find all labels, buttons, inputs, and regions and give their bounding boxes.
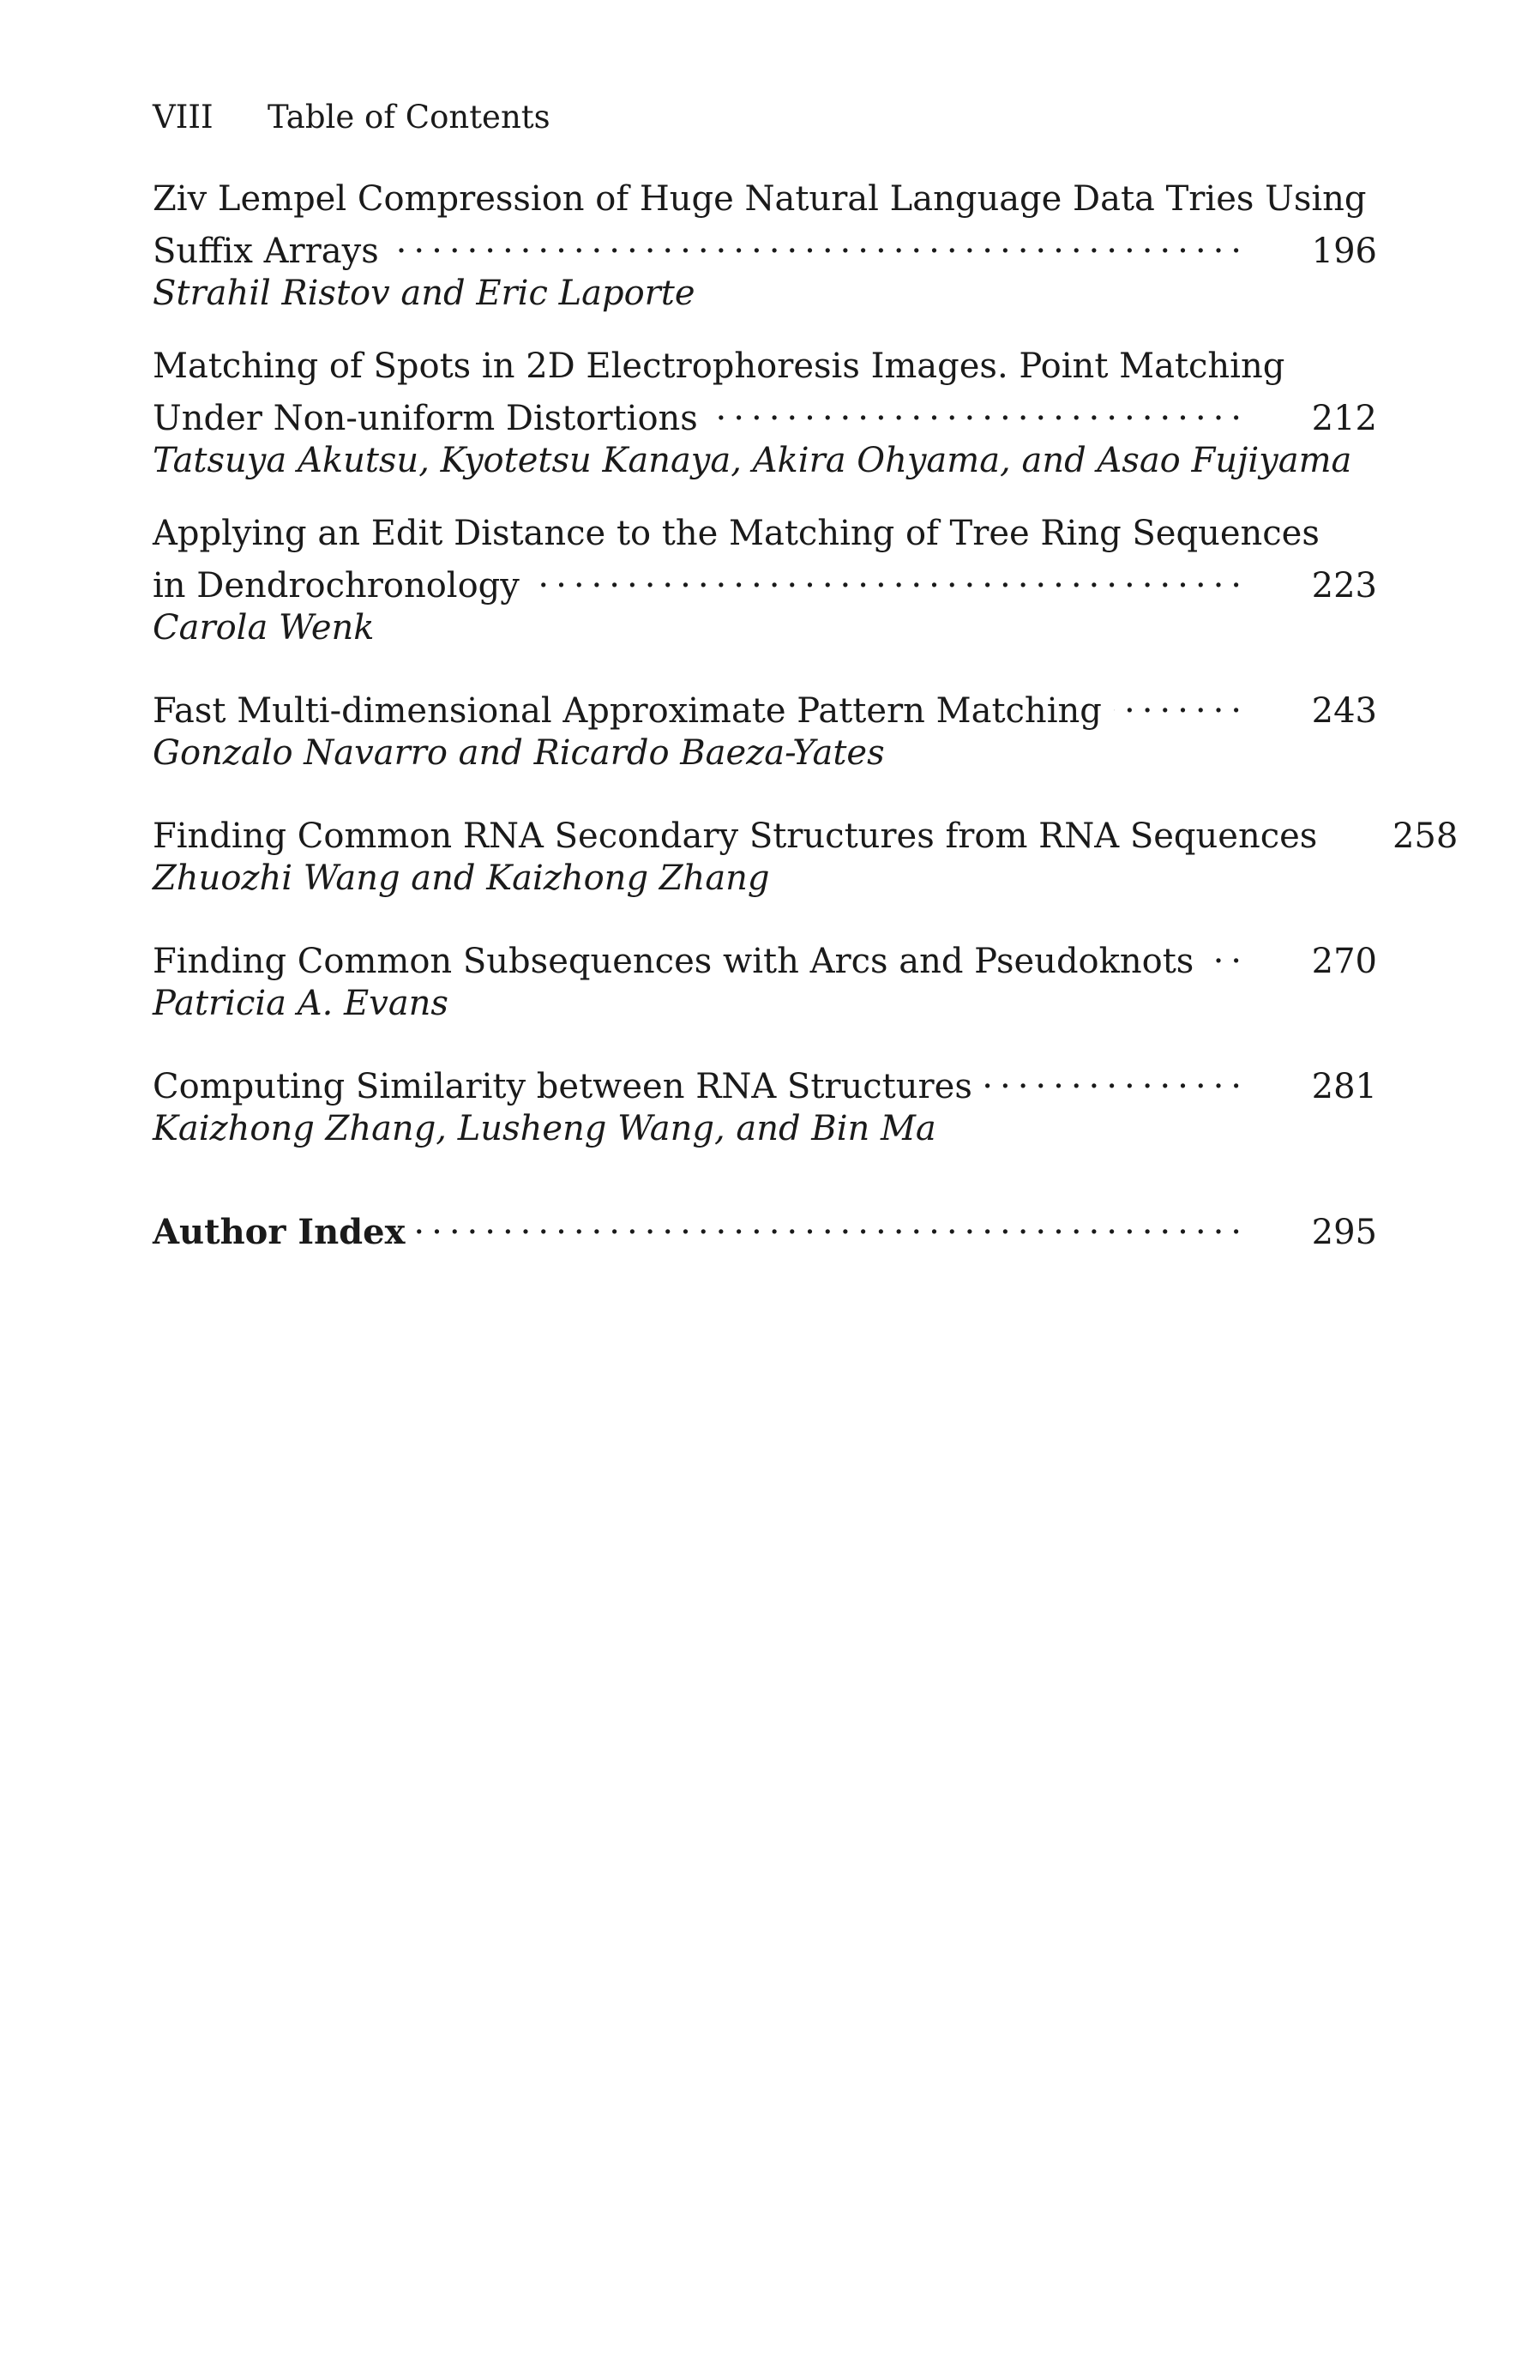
toc-page xyxy=(153,96,1459,1254)
entry-title-line: Ziv Lempel Compression of Huge Natural Language Data Tries Using xyxy=(153,179,1367,219)
entry-page-number: 281 xyxy=(1311,1067,1377,1106)
dot-leader xyxy=(1114,680,1248,722)
entry-authors: Kaizhong Zhang, Lusheng Wang, and Bin Ma xyxy=(153,1109,936,1148)
entry-title-last-line: Under Non-uniform Distortions xyxy=(153,399,698,438)
running-head xyxy=(153,96,1377,139)
entry-leader-line xyxy=(153,388,1377,440)
dot-leader xyxy=(984,1056,1248,1098)
dot-leader xyxy=(710,388,1248,430)
entry-authors: Carola Wenk xyxy=(153,608,375,648)
entry-leader-line xyxy=(153,805,1459,858)
entry-title-line: Applying an Edit Distance to the Matching of Tree Ring Sequences xyxy=(153,514,1320,553)
dot-leader xyxy=(1206,931,1248,973)
entry-leader-line xyxy=(153,1056,1377,1108)
author-index-entry[interactable] xyxy=(153,1202,1377,1254)
page-number: VIII xyxy=(153,99,214,136)
entry-leader-line xyxy=(153,220,1377,273)
entry-page-number: 212 xyxy=(1311,399,1377,438)
entry-authors: Strahil Ristov and Eric Laporte xyxy=(153,274,695,313)
entry-title-last-line: Finding Common Subsequences with Arcs and Pseudoknots xyxy=(153,942,1194,981)
entry-title-last-line: Fast Multi-dimensional Approximate Pattern Matching xyxy=(153,691,1102,731)
dot-leader xyxy=(391,220,1248,262)
toc-entry[interactable] xyxy=(153,346,1377,482)
running-title: Table of Contents xyxy=(268,99,550,136)
entry-authors: Tatsuya Akutsu, Kyotetsu Kanaya, Akira Ohyama, and Asao Fujiyama xyxy=(153,441,1352,480)
entry-page-number: 196 xyxy=(1311,232,1377,271)
toc-entry[interactable] xyxy=(153,805,1459,900)
entry-page-number: 270 xyxy=(1311,942,1377,981)
dot-leader xyxy=(532,555,1248,597)
entry-title-last-line: in Dendrochronology xyxy=(153,566,520,606)
author-index-page-number: 295 xyxy=(1311,1213,1377,1252)
dot-leader xyxy=(417,1202,1248,1244)
entry-title-last-line: Computing Similarity between RNA Structures xyxy=(153,1067,972,1106)
entry-page-number: 243 xyxy=(1311,691,1377,731)
entry-title-line: Matching of Spots in 2D Electrophoresis Images. Point Matching xyxy=(153,346,1285,386)
entry-authors: Gonzalo Navarro and Ricardo Baeza-Yates xyxy=(153,733,885,773)
toc-entry[interactable] xyxy=(153,178,1377,315)
entry-authors: Patricia A. Evans xyxy=(153,984,448,1023)
entry-page-number: 258 xyxy=(1392,816,1459,856)
toc-entry[interactable] xyxy=(153,931,1377,1025)
entry-authors: Zhuozhi Wang and Kaizhong Zhang xyxy=(153,859,770,898)
author-index-leader-line xyxy=(153,1202,1377,1254)
entry-title-last-line: Suffix Arrays xyxy=(153,232,379,271)
toc-entry[interactable] xyxy=(153,680,1377,774)
entry-leader-line xyxy=(153,931,1377,983)
entry-title-last-line: Finding Common RNA Secondary Structures from RNA Sequences xyxy=(153,816,1318,856)
entry-leader-line xyxy=(153,555,1377,607)
toc-entry[interactable] xyxy=(153,1056,1377,1150)
author-index-label: Author Index xyxy=(153,1212,406,1252)
entry-leader-line xyxy=(153,680,1377,732)
toc-entry[interactable] xyxy=(153,513,1377,649)
entry-page-number: 223 xyxy=(1311,566,1377,606)
